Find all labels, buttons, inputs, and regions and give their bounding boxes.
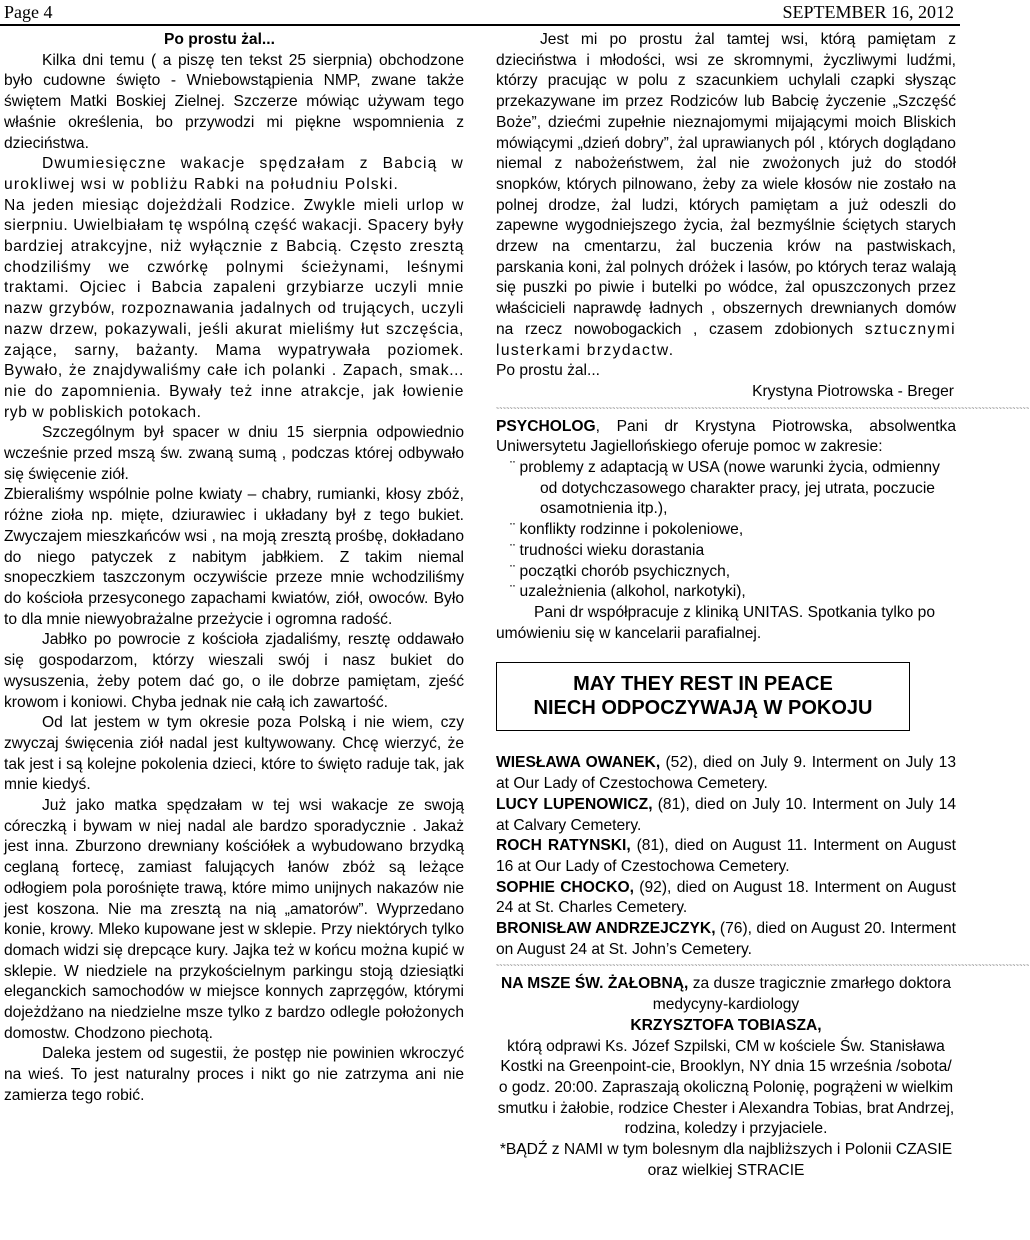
rest-in-peace-box (496, 662, 910, 731)
psychologist-intro: , Pani dr Krystyna Piotrowska, absolwentka Uniwersytetu Jagiellońskiego oferuje pomoc w zakresie: (496, 417, 956, 456)
left-column-article (4, 30, 464, 1107)
article-title: Po prostu żal... (164, 31, 275, 48)
obituary-entry (496, 919, 956, 960)
obituary-entry (496, 795, 956, 836)
article-paragraph-7: Już jako matka spędzałam w tej wsi wakacje ze swoją córeczką i bywam w niej nadal ale bardzo sporadycznie . Jakaż jest inna. Zburzono drewniany kościółek a wybudowano brzydką ceglaną fortecę, zamiast falujących łanów zbóż są leżące odłogiem pola porośnięte trawą, które mimo unijnych nakazów nie jest koszona. Nie ma zresztą na nią „amatorów”. Wyprzedano konie, krowy. Mleko kupowane jest w sklepie. Przy niektórych tylko domach widzi się drepcące kury. Jajka też w końcu można kupić w sklepie. W niedziele na przykościelnym parkingu stoją dziesiątki eleganckich samochodów w miejsce konnych zaprzęgów, którymi dojeżdżano na niedzielne msze tylko z bardzo odlegle położonych domostw. Chodzono piechotą. (4, 797, 464, 1042)
service-item: ¨ konflikty rodzinne i pokoleniowe, (510, 521, 744, 539)
header-rule (0, 24, 960, 26)
obituary-details: (81), died on August 11. Interment on August 16 at Our Lady of Czestochowa Cemetery. (496, 837, 956, 875)
article-paragraph-8: Daleka jestem od sugestii, że postęp nie powinien wkroczyć na wieś. To jest naturalny proces i nikt go nie zatrzyma ani nie zamierza tego robić. (4, 1045, 464, 1104)
article-continuation-tail: sztucznymi lusterkami brzydactw. (496, 320, 956, 359)
deceased-name: WIESŁAWA OWANEK, (496, 754, 661, 772)
obituary-entry (496, 753, 956, 794)
service-item: ¨ początki chorób psychicznych, (510, 562, 731, 580)
article-paragraph-2a: Dwumiesięczne wakacje spędzałam z Babcią w urokliwej wsi w pobliżu Rabki na południu Polski. (4, 155, 464, 193)
article-paragraph-4: Zbieraliśmy wspólnie polne kwiaty – chabry, rumianki, kłosy zbóż, różne zioła np. mięte, dziurawiec i układany był z tego bukiet. Zwyczajem mieszkańców wsi , na moją zresztą prośbę, dokładano do niego patyczek z nabitym jabłkiem. Z takim niemal snopeczkiem taszczonym oczywiście przeze mnie wchodziliśmy do kościoła przesyconego zapachami kwiatów, ziół, owoców. Było to dla mnie niewyobrażalne przeżycie i ogromna radość. (4, 486, 464, 628)
rest-in-peace-heading-en: MAY THEY REST IN PEACE (573, 673, 833, 696)
page-number: Page 4 (4, 2, 53, 22)
obituary-details: (76), died on August 20. Interment on August 24 at St. John’s Cemetery. (496, 920, 956, 958)
obituary-details: (81), died on July 10. Interment on July 14 at Calvary Cemetery. (496, 795, 956, 834)
memorial-mass-details: którą odprawi Ks. Józef Szpilski, CM w kościele Św. Stanisława Kostki na Greenpoint-cie, Brooklyn, NY dnia 15 września /sobota/ o godz. 20:00. Zapraszają okoliczną Polonię, pogrążeni w wielkim smutku i żałobie, rodzice Chester i Alexandra Tobias, brat Andrzej, rodzina, koledzy i przyjaciele. (497, 1037, 955, 1138)
memorial-mass-deceased: KRZYSZTOFA TOBIASZA, (630, 1016, 822, 1034)
memorial-mass-intro (496, 974, 956, 1015)
right-column (496, 30, 1030, 1181)
deceased-name: LUCY LUPENOWICZ, (496, 795, 653, 813)
article-paragraph-2b-text: Na jeden miesiąc dojeżdżali Rodzice. Zwykle mieli urlop w sierpniu. Uwielbiałam tę wspólną część wakacji. Spacery były bardziej atrakcyjne, niż wyłącznie z Babcią. Często zresztą chodziliśmy we czwórkę polnymi ścieżynami, leśnymi traktami. (4, 196, 464, 297)
article-paragraph-6: Od lat jestem w tym okresie poza Polską i nie wiem, czy zwyczaj święcenia ziół nadal jest kultywowany. Chcę wierzyć, że tak jest i są kolejne pokolenia dzieci, które to święto raduje tak, jak mnie kiedyś. (4, 714, 464, 794)
memorial-mass-heading: NA MSZE ŚW. ŻAŁOBNĄ, (500, 975, 689, 993)
article-continuation-text: Jest mi po prostu żal tamtej wsi, którą pamiętam z dzieciństwa i młodości, wsi ze skromnymi, życzliwymi ludźmi, którzy pracując w polu z szacunkiem uchylali czapki słysząc przekazywane im przez Rodziców lub Babcię życzenie „Szczęść Boże”, dziećmi zupełnie nieznajomymi mijającymi moich Bliskich mówiącymi „dzień dobry”, żal uprawianych pól , których doglądano niemal z nabożeństwem, żal nie zwożonych już do stodół snopków, których pilnowano, żeby za wiele kłosów nie zostało na polnej drodze, żal ludzi, których pamiętam a już odeszli do zapewne wygodniejszego życia, żal bezmyślnie ściętych starych drzew na cmentarzu, żal buczenia krów na pastwiskach, parskania koni, żal polnych dróżek i lasów, po których teraz walają się puszki po piwie i butelki po wódce, żal opuszczonych przez właścicieli naprawdę ładnych , obszernych drewnianych domów na rzecz nowobogackich , czasem zdobionych (496, 31, 956, 338)
deceased-name: BRONISŁAW ANDRZEJCZYK, (496, 920, 716, 938)
rest-in-peace-heading-pl: NIECH ODPOCZYWAJĄ W POKOJU (533, 697, 873, 720)
psychologist-heading: PSYCHOLOG (496, 417, 596, 435)
page-header (4, 2, 954, 24)
article-paragraph-2b (4, 196, 464, 424)
psychologist-notice (496, 417, 956, 458)
section-divider: ~~~~~~~~~~~~~~~~~~~~~~~~~~~~~~~~~~~~~~~~~~~~~~~~~~~~~~~~~~~~~~~~~~~~~~~~~~~~~~~~~~~~~~~~~~~~~~~~~~~~~~~~~~~~~~~~~~~~~~~~~~~~~~~~~~~~~~~~~~~~~~~~~~~~~~~~~~~~ (496, 405, 1030, 412)
article-closing-line: Po prostu żal... (496, 362, 601, 380)
obituary-entry (496, 836, 956, 877)
author-signature: Krystyna Piotrowska - Breger (752, 382, 954, 400)
issue-date: SEPTEMBER 16, 2012 (782, 2, 954, 22)
obituary-list (496, 753, 956, 960)
memorial-mass-text: za dusze tragicznie zmarłego doktora medycyny-kardiology (652, 975, 952, 1014)
unitas-notice: Pani dr współpracuje z kliniką UNITAS. Spotkania tylko po umówieniu się w kancelarii parafialnej. (496, 603, 935, 642)
article-paragraph-5: Jabłko po powrocie z kościoła zjadaliśmy, resztę oddawało się gospodarzom, którzy wieszali swój i nasz bukiet do wysuszenia, żeby potem dać go, o ile dobrze pamiętam, zjeść krowom i koniowi. Chyba jednak nie całą ich zawartość. (4, 631, 464, 711)
obituary-details: (52), died on July 9. Interment on July 13 at Our Lady of Czestochowa Cemetery. (496, 754, 956, 793)
article-paragraph-2c-text: Ojciec i Babcia zapaleni grzybiarze uczyli mnie nazw grzybów, rozpoznawania jadalnych od trujących, uczyli nazw drzew, pokazywali, jeśli akurat mieliśmy łut szczęścia, zające, sarny, bażanty. Mama wypatrywała poziomek. Bywało, że znajdywaliśmy całe ich polanki . Zapach, smak... nie do zapomnienia. Bywały też inne atrakcje, jak łowienie ryb w pobliskich potokach. (4, 279, 464, 421)
deceased-name: ROCH RATYNSKI, (496, 837, 631, 855)
service-item: ¨ trudności wieku dorastania (510, 541, 705, 559)
deceased-name: SOPHIE CHOCKO, (496, 878, 634, 896)
article-paragraph-1: Kilka dni temu ( a piszę ten tekst 25 sierpnia) obchodzone było cudowne święto - Wniebowstąpienia NMP, zwane także świętem Matki Boskiej Zielnej. Szczerze mówiąc używam tego właśnie określenia, bo przywodzi mi piękne wspomnienia z dzieciństwa. (4, 51, 464, 152)
obituary-details: (92), died on August 18. Interment on August 24 at St. Charles Cemetery. (496, 878, 956, 917)
psychologist-services-list (496, 458, 956, 603)
article-continuation (496, 30, 956, 361)
memorial-mass-footer: *BĄDŹ z NAMI w tym bolesnym dla najbliższych i Polonii CZASIE oraz wielkiej STRACIE (499, 1141, 953, 1179)
service-item: ¨ uzależnienia (alkohol, narkotyki), (510, 583, 746, 601)
memorial-mass-notice (496, 974, 956, 1181)
article-paragraph-3: Szczególnym był spacer w dniu 15 sierpnia odpowiednio wcześnie przed mszą św. zwaną sumą , podczas której odbywało się święcenie ziół. (4, 424, 464, 483)
service-item: ¨ problemy z adaptacją w USA (nowe warunki życia, odmienny od dotychczasowego charakter pracy, jej utrata, poczucie osamotnienia itp.), (510, 459, 940, 518)
section-divider: ~~~~~~~~~~~~~~~~~~~~~~~~~~~~~~~~~~~~~~~~~~~~~~~~~~~~~~~~~~~~~~~~~~~~~~~~~~~~~~~~~~~~~~~~~~~~~~~~~~~~~~~~~~~~~~~~~~~~~~~~~~~~~~~~~~~~~~~~~~~~~~~~~~~~~~~~~~~~ (496, 963, 1030, 970)
obituary-entry (496, 878, 956, 919)
